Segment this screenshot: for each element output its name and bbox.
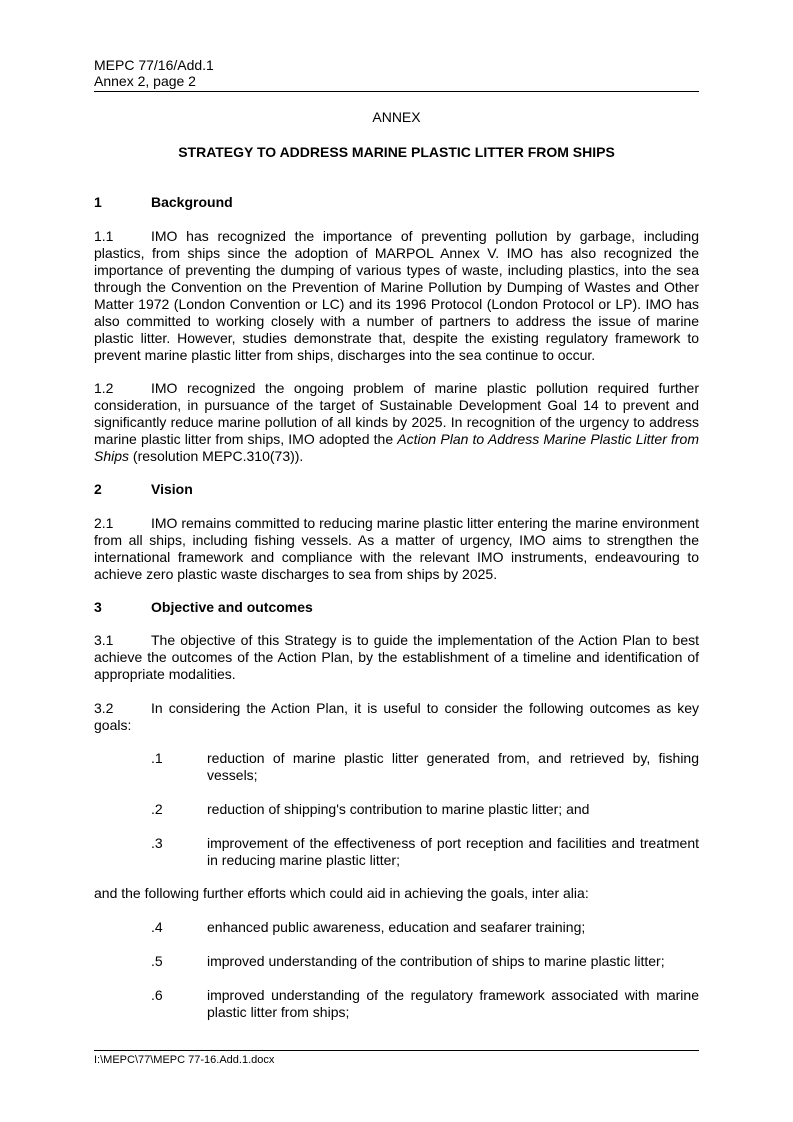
section-number: 2 <box>94 481 102 497</box>
page-header <box>94 57 699 89</box>
section-number: 1 <box>94 194 102 210</box>
section-title: Objective and outcomes <box>151 599 313 615</box>
paragraph-3-2 <box>94 700 699 734</box>
document-reference: MEPC 77/16/Add.1 <box>94 57 214 73</box>
section-title: Background <box>151 194 233 210</box>
paragraph-text: IMO recognized the ongoing problem of marine plastic pollution required further consideration, in pursuance of the target of Sustainable Development Goal 14 to prevent and significantly reduce marine pollution of all kinds by 2025. In recognition of the urgency to address marine plastic litter from ships, IMO adopted the <box>94 380 699 447</box>
list-item <box>151 953 699 970</box>
list-item-text: improvement of the effectiveness of port reception and facilities and treatment in reducing marine plastic litter; <box>207 835 699 868</box>
list-item-number: .1 <box>151 750 163 766</box>
paragraph-text: The objective of this Strategy is to guide the implementation of the Action Plan to best achieve the outcomes of the Action Plan, by the establishment of a timeline and identification of appropriate modalities. <box>94 632 699 682</box>
footer-file-path: I:\MEPC\77\MEPC 77-16.Add.1.docx <box>94 1054 275 1066</box>
section-title: Vision <box>151 481 193 497</box>
footer-divider <box>94 1050 699 1051</box>
paragraph-2-1 <box>94 515 699 583</box>
list-item <box>151 750 699 784</box>
section-heading-vision <box>94 481 699 498</box>
list-item <box>151 919 699 936</box>
paragraph-1-2 <box>94 380 699 465</box>
paragraph-number: 3.1 <box>94 632 114 648</box>
list-item-number: .5 <box>151 953 163 969</box>
list-item <box>151 987 699 1021</box>
list-item-number: .2 <box>151 801 163 817</box>
paragraph-text: In considering the Action Plan, it is useful to consider the following outcomes as key goals: <box>94 700 699 733</box>
list-item-text: reduction of marine plastic litter generated from, and retrieved by, fishing vessels; <box>207 750 699 783</box>
section-number: 3 <box>94 599 102 615</box>
list-item-text: improved understanding of the regulatory framework associated with marine plastic litter from ships; <box>207 987 699 1020</box>
section-heading-background <box>94 194 699 211</box>
further-efforts-intro: and the following further efforts which could aid in achieving the goals, inter alia: <box>94 885 589 901</box>
paragraph-number: 2.1 <box>94 515 114 531</box>
list-item <box>151 801 699 818</box>
list-item-text: reduction of shipping's contribution to marine plastic litter; and <box>207 801 590 817</box>
page-reference: Annex 2, page 2 <box>94 73 196 89</box>
action-plan-title: Action Plan to Address Marine Plastic Litter from Ships <box>94 431 700 464</box>
list-item-text: improved understanding of the contribution of ships to marine plastic litter; <box>207 953 665 969</box>
list-item-number: .6 <box>151 987 163 1003</box>
list-item-number: .4 <box>151 919 163 935</box>
paragraph-text: IMO remains committed to reducing marine plastic litter entering the marine environment from all ships, including fishing vessels. As a matter of urgency, IMO aims to strengthen the international framework and compliance with the relevant IMO instruments, endeavouring to achieve zero plastic waste discharges to sea from ships by 2025. <box>94 515 699 582</box>
list-item-text: enhanced public awareness, education and seafarer training; <box>207 919 586 935</box>
paragraph-number: 3.2 <box>94 700 114 716</box>
paragraph-text-end: (resolution MEPC.310(73)). <box>129 448 304 464</box>
list-item <box>151 835 699 869</box>
annex-label: ANNEX <box>372 109 421 125</box>
paragraph-number: 1.2 <box>94 380 114 396</box>
header-divider <box>94 91 699 92</box>
document-title: STRATEGY TO ADDRESS MARINE PLASTIC LITTER FROM SHIPS <box>178 144 615 160</box>
paragraph-1-1 <box>94 228 699 364</box>
paragraph-number: 1.1 <box>94 228 114 244</box>
list-item-number: .3 <box>151 835 163 851</box>
section-heading-objective <box>94 599 699 616</box>
paragraph-3-1 <box>94 632 699 683</box>
paragraph-text: IMO has recognized the importance of preventing pollution by garbage, including plastics, from ships since the adoption of MARPOL Annex V. IMO has also recognized the importance of preventing the dumping of various types of waste, including plastics, into the sea through the Convention on the Prevention of Marine Pollution by Dumping of Wastes and Other Matter 1972 (London Convention or LC) and its 1996 Protocol (London Protocol or LP). IMO has also committed to working closely with a number of partners to address the issue of marine plastic litter. However, studies demonstrate that, despite the existing regulatory framework to prevent marine plastic litter from ships, discharges into the sea continue to occur. <box>94 228 699 363</box>
